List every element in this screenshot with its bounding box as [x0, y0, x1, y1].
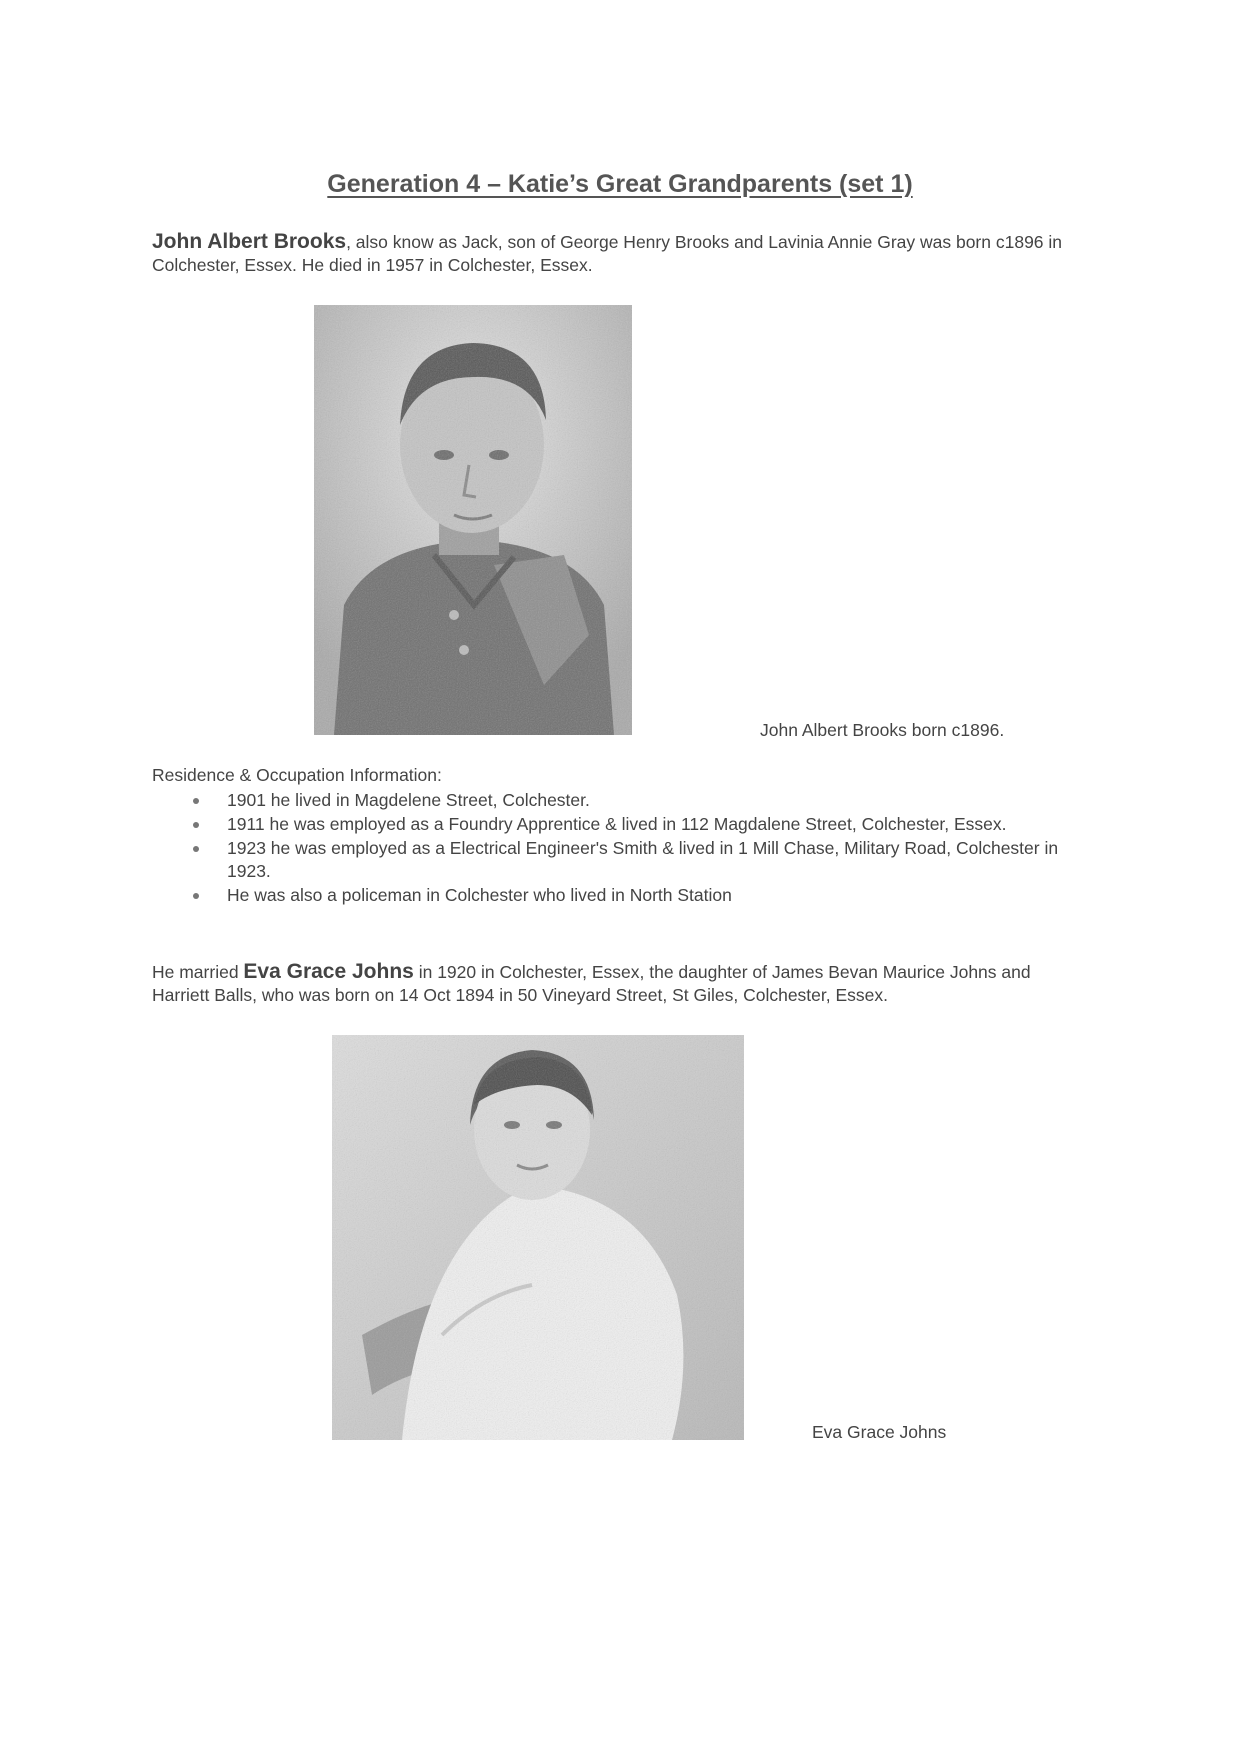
list-item: 1923 he was employed as a Electrical Engineer's Smith & lived in 1 Mill Chase, Military Road, Colchester in 1923. — [227, 837, 1092, 883]
photo-caption-john: John Albert Brooks born c1896. — [760, 720, 1005, 740]
bullet-icon — [193, 893, 199, 899]
bullet-icon — [193, 822, 199, 828]
person-name-eva: Eva Grace Johns — [243, 960, 414, 983]
bullet-icon — [193, 846, 199, 852]
list-item: 1901 he lived in Magdelene Street, Colchester. — [227, 789, 1092, 812]
intro-text: , also know as Jack, son of George Henry Brooks and Lavinia Annie Gray was born c1896 in Colchester, Essex. He died in 1957 in Colchester, Essex. — [152, 232, 1063, 275]
photo-caption-eva: Eva Grace Johns — [812, 1422, 947, 1442]
portrait-photo-john — [314, 305, 632, 735]
person-name-john: John Albert Brooks — [152, 230, 347, 253]
portrait-eva-image — [332, 1035, 744, 1440]
residence-heading: Residence & Occupation Information: — [152, 765, 442, 785]
marriage-text: in 1920 in Colchester, Essex, the daughter of James Bevan Maurice Johns and Harriett Balls, who was born on 14 Oct 1894 in 50 Vineyard Street, St Giles, Colchester, Essex. — [152, 962, 1031, 1005]
page-title: Generation 4 – Katie’s Great Grandparents (set 1) — [327, 170, 913, 198]
list-item: He was also a policeman in Colchester who lived in North Station — [227, 884, 1092, 907]
marriage-prefix: He married — [152, 962, 244, 982]
portrait-john-image — [314, 305, 632, 735]
bullet-icon — [193, 798, 199, 804]
marriage-paragraph — [152, 960, 1052, 1007]
residence-section — [152, 764, 1092, 908]
residence-list — [227, 789, 1092, 907]
portrait-photo-eva — [332, 1035, 744, 1440]
list-item: 1911 he was employed as a Foundry Apprentice & lived in 112 Magdalene Street, Colchester, Essex. — [227, 813, 1092, 836]
intro-paragraph — [152, 230, 1072, 277]
